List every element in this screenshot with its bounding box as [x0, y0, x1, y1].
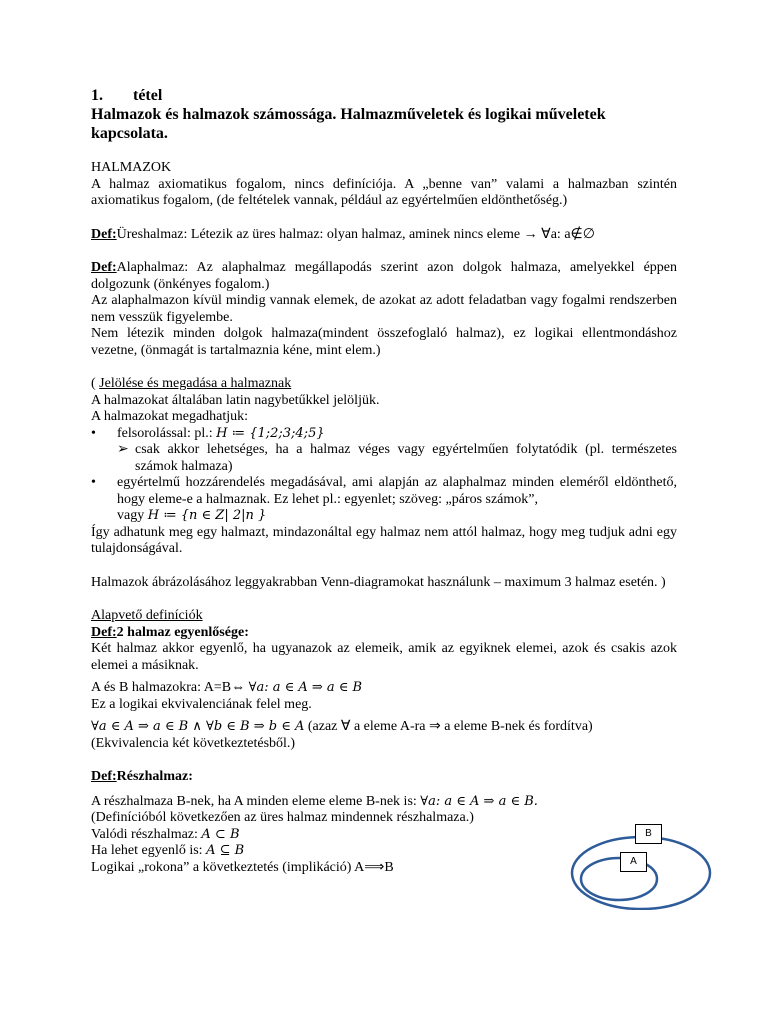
resz-p1 — [91, 794, 677, 811]
def-ureshalmaz — [91, 227, 677, 244]
def-label: Def: — [91, 624, 117, 640]
subset-venn-diagram — [569, 818, 719, 910]
jeloles-heading — [91, 376, 677, 393]
alaphalmaz-p2: Az alaphalmazon kívül mindig vannak elemek, de azokat az adott feladatban vagy fogalmi rendszerben nem vesszük figyelembe. — [91, 293, 677, 325]
resz-p2: (Definícióból következően az üres halmaz mindennek részhalmaza.) — [91, 810, 474, 825]
resz-p1-text: A részhalmaza B-nek, ha A minden eleme eleme B-nek is: — [91, 793, 421, 809]
jeloles-p3: Így adhatunk meg egy halmazt, mindazonáltal egy halmaz nem attól halmaz, hogy meg tudjuk adni egy tulajdonságával. — [91, 524, 677, 556]
egyenloseg-p3: Ez a logikai ekvivalenciának felel meg. — [91, 696, 312, 712]
egyenloseg-p1: Két halmaz akkor egyenlő, ha ugyanazok az elemeik, amik az egyiknek elemei, azok és csakis azok elemei a másiknak. — [91, 641, 677, 673]
def-label: Def: — [91, 769, 117, 784]
bullet-icon: • — [91, 425, 96, 441]
bullet2-math: H ≔ {n ∈ Z| 2|n } — [147, 508, 267, 523]
open-paren: ( — [91, 376, 100, 391]
resz-p5: Logikai „rokona” a következtetés (implikáció) A⟹B — [91, 859, 394, 875]
bullet1-text: felsorolással: pl.: — [117, 425, 217, 441]
def-reszhalmaz — [91, 769, 677, 786]
list-item — [91, 426, 677, 443]
intro-paragraph: A halmaz axiomatikus fogalom, nincs definíciója. A „benne van” valami a halmazban szintén axiomatikus fogalom, (de feltételek vannak, például az egyértelműen eldönthetőség.) — [91, 176, 677, 208]
def-egyenloseg-title: 2 halmaz egyenlősége: — [116, 624, 249, 640]
page-title: Halmazok és halmazok számossága. Halmazműveletek és logikai műveletek kapcsolata. — [91, 106, 606, 142]
egyenloseg-p4 — [91, 719, 677, 736]
resz-p4-math: A ⊆ B — [206, 843, 245, 858]
outer-set-label: B — [635, 824, 662, 844]
def-ureshalmaz-text: Üreshalmaz: Létezik az üres halmaz: olyan halmaz, aminek nincs eleme → ∀a: a∉∅ — [116, 226, 595, 242]
bullet-icon: • — [91, 475, 96, 490]
list-item — [91, 475, 677, 525]
def-reszhalmaz-title: Részhalmaz: — [116, 769, 193, 784]
bullet2-vagy: vagy — [117, 508, 148, 523]
egyenloseg-p2 — [91, 680, 677, 697]
alaphalmaz-p3: Nem létezik minden dolgok halmaza(mindent összefoglaló halmaz), ez logikai ellentmondáshoz vezetne, (önmagát is tartalmaznia kéne, mint elem.) — [91, 326, 677, 358]
outer-set-ellipse — [572, 837, 710, 909]
bullet1-math: H ≔ {1;2;3;4;5} — [216, 425, 325, 441]
heading-number-line — [91, 86, 677, 105]
bullet2-text: egyértelmű hozzárendelés megadásával, ami alapján az alaphalmaz minden eleméről eldönthető, hogy eleme-e a halmaznak. Ez lehet pl.: egyenlet; szöveg: „páros számok”, — [117, 475, 677, 507]
def-alaphalmaz-text: Alaphalmaz: Az alaphalmaz megállapodás szerint azon dolgok halmaza, amelyekkel éppen dolgozunk (önkényes fogalom.) — [91, 260, 677, 292]
venn-paragraph: Halmazok ábrázolásához leggyakrabban Venn-diagramokat használunk – maximum 3 halmaz esetén. ) — [91, 574, 666, 590]
egyenloseg-p5: (Ekvivalencia két következtetésből.) — [91, 735, 296, 751]
jeloles-p1: A halmazokat általában latin nagybetűkkel jelöljük. — [91, 392, 380, 408]
def-alaphalmaz — [91, 260, 677, 293]
egyenloseg-p2-text: A és B halmazokra: A=B⇔ — [91, 680, 249, 695]
def-label: Def: — [91, 226, 117, 242]
list-item — [91, 442, 677, 475]
egyenloseg-p4-math: ∀a ∈ A ⇒ a ∈ B ∧ ∀b ∈ B ⇒ b ∈ A — [91, 719, 305, 734]
sub1-text: csak akkor lehetséges, ha a halmaz véges vagy egyértelműen folytatódik (pl. természetes számok halmaza) — [135, 442, 677, 474]
def-egyenloseg — [91, 625, 677, 642]
jeloles-title: Jelölése és megadása a halmaznak — [99, 376, 292, 391]
alapveto-title: Alapvető definíciók — [91, 608, 203, 623]
resz-p3-math: A ⊂ B — [201, 826, 240, 842]
resz-p4-text: Ha lehet egyenlő is: — [91, 843, 207, 858]
resz-p1-math: ∀a: a ∈ A ⇒ a ∈ B. — [420, 793, 538, 809]
heading-number: 1. — [91, 87, 103, 104]
egyenloseg-p4-text: (azaz ∀ a eleme A-ra ⇒ a eleme B-nek és fordítva) — [304, 719, 593, 734]
document-page — [91, 86, 677, 876]
heading-word: tétel — [133, 87, 163, 104]
arrow-bullet-icon: ➢ — [117, 442, 129, 457]
resz-p3-text: Valódi részhalmaz: — [91, 826, 202, 842]
inner-set-label: A — [620, 852, 647, 872]
section-title-halmazok: HALMAZOK — [91, 160, 172, 175]
jeloles-p2: A halmazokat megadhatjuk: — [91, 409, 249, 424]
def-label: Def: — [91, 260, 117, 275]
egyenloseg-p2-math: ∀a: a ∈ A ⇒ a ∈ B — [248, 680, 363, 695]
